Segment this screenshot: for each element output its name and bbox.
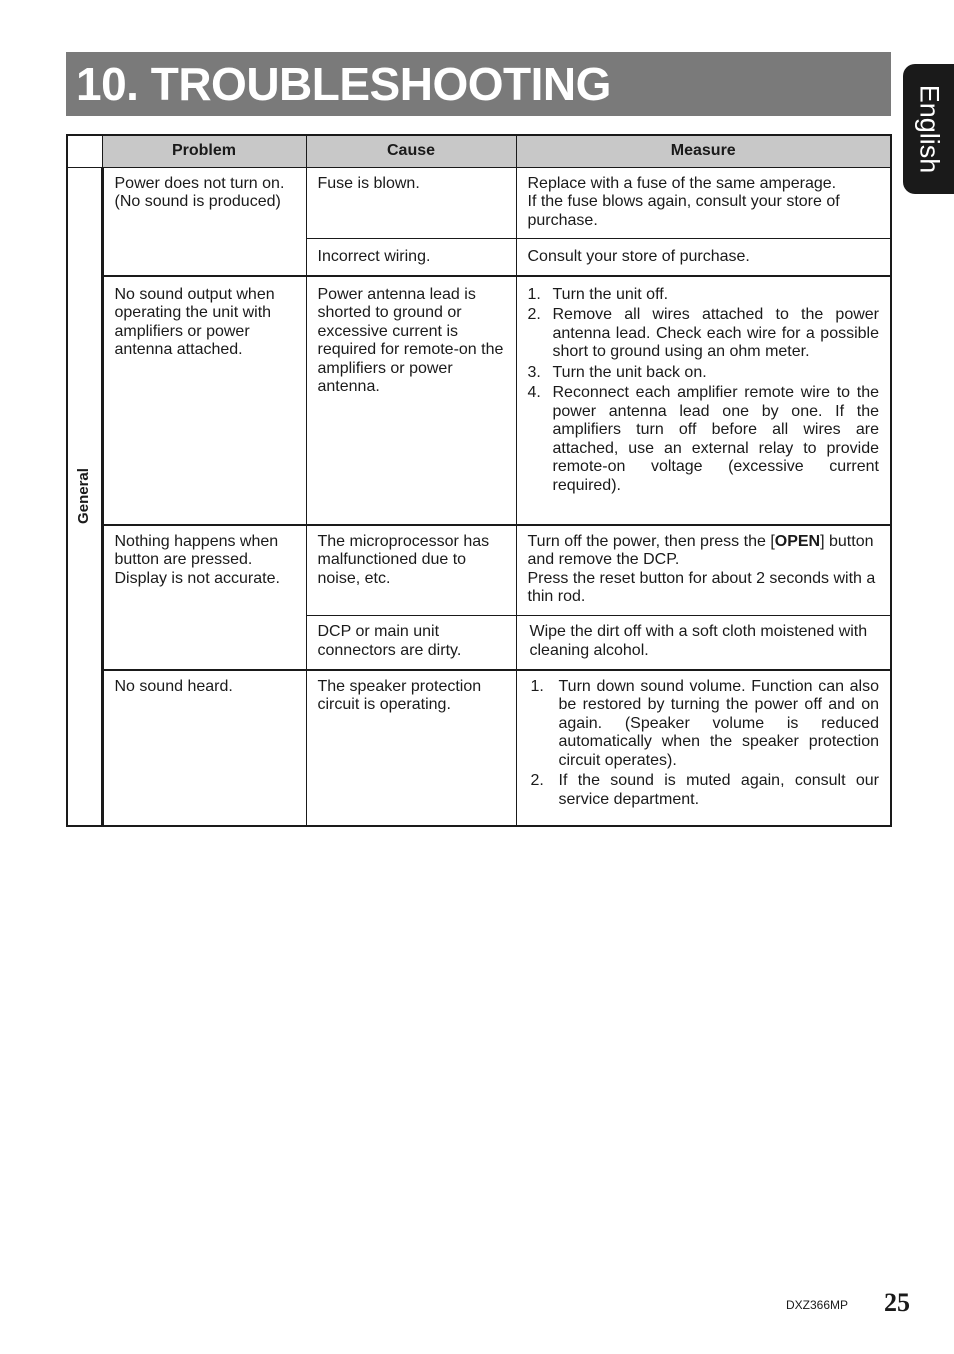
step-text: Turn the unit back on. [552,363,707,381]
step-text: Turn the unit off. [552,285,669,303]
problem-cell [102,670,306,826]
language-tab-label: English [914,84,944,174]
measure-step [528,384,880,495]
page-number: 25 [884,1288,910,1317]
measure-step [531,678,880,771]
measure-cell [516,276,891,525]
measure-step [528,306,880,362]
problem-text: No sound output when operating the unit with amplifiers or power antenna attached. [114,285,275,358]
problem-cell [102,167,306,276]
open-button-label: OPEN [774,532,821,550]
measure-text: Consult your store of purchase. [527,248,750,265]
table-row [67,670,891,826]
cause-cell: Fuse is blown. [306,167,516,239]
measure-text: If the fuse blows again, consult your store of purchase. [527,193,840,229]
step-number: 2. [530,772,544,789]
measure-text: Replace with a fuse of the same amperage. [527,174,837,192]
measure-step [528,364,880,383]
step-text: Reconnect each amplifier remote wire to the power antenna lead one by one. If the amplifiers turn off before all wires are attached, use an external relay to provide remote-on voltage (excessive current required). [552,384,879,494]
table-header-row [67,135,891,167]
cause-cell: Incorrect wiring. [306,239,516,276]
category-cell [67,167,102,826]
problem-text: (No sound is produced) [114,193,281,210]
measure-steps [528,286,880,496]
measure-text-part: ] button and remove the DCP. [527,532,874,568]
measure-step [528,286,880,305]
header-cause: Cause [306,135,516,167]
cause-cell: Power antenna lead is shorted to ground or excessive current is required for remote-on the amplifiers or power antenna. [306,276,516,525]
measure-text: Press the reset button for about 2 seconds with a thin rod. [527,569,876,605]
table-row [67,167,891,239]
measure-cell [516,616,891,670]
measure-cell [516,525,891,616]
step-number: 1. [527,285,541,303]
troubleshooting-table [66,134,892,827]
measure-steps [531,678,880,810]
cause-cell: The speaker protection circuit is operating. [306,670,516,826]
problem-text: No sound heard. [114,677,233,695]
table-row [67,276,891,525]
step-text: If the sound is muted again, consult our service department. [558,772,879,808]
measure-text [528,533,880,570]
table-row [67,525,891,616]
header-problem: Problem [102,135,306,167]
step-number: 2. [527,306,541,323]
problem-cell [102,276,306,525]
cause-cell: DCP or main unit connectors are dirty. [306,616,516,670]
cause-cell: The microprocessor has malfunctioned due to noise, etc. [306,525,516,616]
problem-cell [102,525,306,670]
measure-text-part: Turn off the power, then press the [ [527,532,775,550]
measure-text: Wipe the dirt off with a soft cloth moistened with cleaning alcohol. [529,623,868,659]
problem-text: Power does not turn on. [114,174,285,192]
page-title: 10. TROUBLESHOOTING [76,58,611,110]
problem-text: Display is not accurate. [114,569,280,587]
problem-text: Nothing happens when button are pressed. [114,532,279,568]
step-number: 4. [527,384,541,401]
measure-cell [516,239,891,276]
category-label: General [75,468,92,524]
measure-cell [516,670,891,826]
step-text: Turn down sound volume. Function can also be restored by turning the power off and on again. (Speaker volume is reduced automatically when the speaker protection circuit operates). [558,677,879,769]
title-bar [66,52,891,116]
model-number: DXZ366MP [786,1298,849,1312]
step-text: Remove all wires attached to the power antenna lead. Check each wire for a possible short to ground using an ohm meter. [552,306,879,360]
measure-step [531,772,880,809]
step-number: 1. [530,677,544,695]
language-tab [903,64,954,194]
header-blank-cell [67,135,102,167]
header-measure: Measure [516,135,891,167]
step-number: 3. [527,363,541,381]
measure-cell [516,167,891,239]
